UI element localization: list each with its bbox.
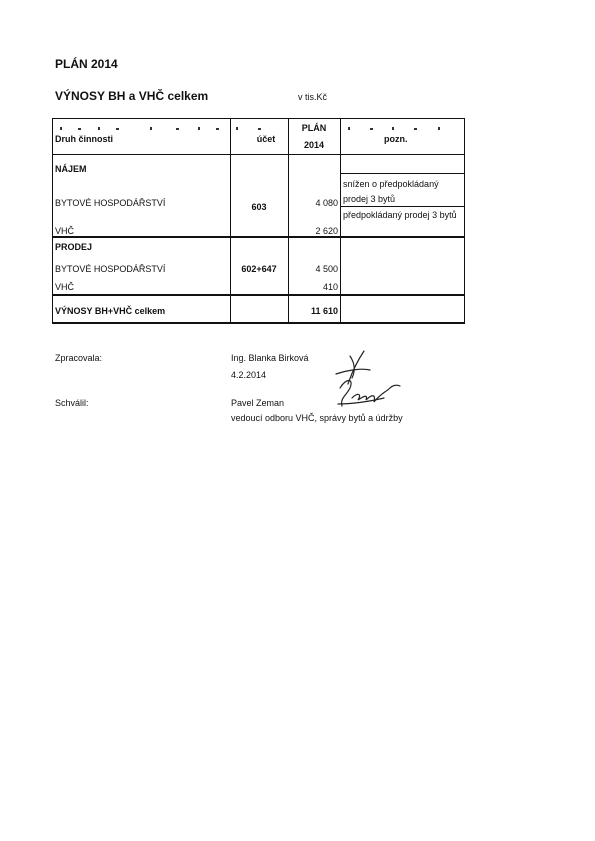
- header-note: pozn.: [384, 134, 408, 144]
- najem-vhc-value: 2 620: [315, 226, 338, 236]
- total-label: VÝNOSY BH+VHČ celkem: [55, 306, 166, 316]
- total-value: 11 610: [310, 306, 338, 316]
- prodej-vhc-value: 410: [322, 282, 338, 292]
- najem-vhc-note: předpokládaný prodej 3 bytů: [343, 210, 457, 220]
- page-title: PLÁN 2014: [55, 57, 118, 71]
- najem-bh-label: BYTOVÉ HOSPODÁŘSTVÍ: [55, 198, 166, 208]
- header-plan-line1: PLÁN: [301, 123, 327, 133]
- prodej-bh-label: BYTOVÉ HOSPODÁŘSTVÍ: [55, 264, 166, 274]
- page-subtitle: VÝNOSY BH a VHČ celkem: [55, 89, 209, 103]
- prepared-name: Ing. Blanka Birková: [231, 353, 309, 363]
- header-account: účet: [256, 134, 276, 144]
- header-plan-line2: 2014: [303, 140, 325, 150]
- approved-name: Pavel Zeman: [231, 398, 285, 408]
- header-divider: [52, 154, 465, 155]
- section-najem: NÁJEM: [55, 164, 87, 174]
- najem-account: 603: [251, 202, 267, 212]
- scan-dots: [58, 126, 458, 132]
- prodej-account: 602+647: [241, 264, 277, 274]
- najem-bh-value: 4 080: [315, 198, 338, 208]
- col-divider-1: [230, 118, 231, 324]
- note-row-line-1: [340, 173, 465, 174]
- prepared-label: Zpracovala:: [55, 353, 103, 363]
- col-divider-3: [340, 118, 341, 324]
- najem-vhc-label: VHČ: [55, 226, 75, 236]
- approved-title: vedoucí odboru VHČ, správy bytů a údržby: [231, 413, 403, 423]
- unit-label: v tis.Kč: [298, 92, 328, 102]
- prepared-date: 4.2.2014: [231, 370, 267, 380]
- najem-bh-note: snížen o předpokládaný prodej 3 bytů: [343, 179, 439, 204]
- revenue-table: [52, 118, 465, 324]
- table-border-top: [52, 118, 465, 119]
- total-divider: [52, 294, 465, 296]
- handwritten-signature: [328, 348, 403, 418]
- header-activity: Druh činnosti: [55, 134, 113, 144]
- table-border-bottom: [52, 322, 465, 324]
- section-divider: [52, 236, 465, 238]
- section-prodej: PRODEJ: [55, 242, 93, 252]
- prodej-vhc-label: VHČ: [55, 282, 75, 292]
- prodej-bh-value: 4 500: [315, 264, 338, 274]
- approved-label: Schválil:: [55, 398, 89, 408]
